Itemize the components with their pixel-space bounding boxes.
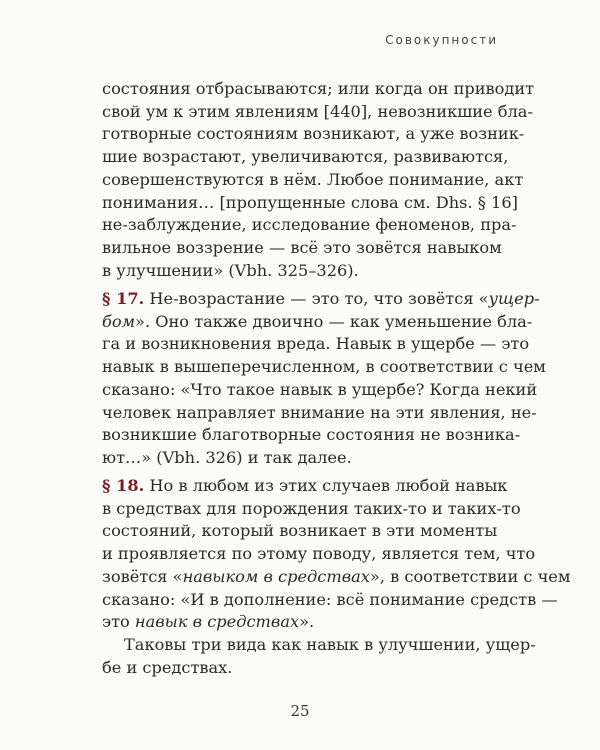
text-line: бе и средствах. (102, 657, 233, 677)
text-line: не-заблуждение, исследование феноменов, пра- (102, 215, 517, 235)
text-line: понимания… [пропущенные слова см. Dhs. § 16] (102, 192, 518, 212)
text-run: зовётся « (102, 566, 183, 586)
text-line: возникшие благотворные состояния не возника- (102, 425, 521, 445)
text-line (102, 611, 496, 634)
text-line (102, 566, 571, 589)
text-line: и проявляется по этому поводу, является тем, что (102, 544, 536, 564)
text-line: свой ум к этим явлениям [440], невозникшие бла- (102, 101, 533, 121)
text-line: навык в вышеперечисленном, в соответствии с чем (102, 357, 546, 377)
italic-term: навыком в средствах (182, 566, 370, 586)
text-run: Но в любом из этих случаев любой навык (144, 476, 508, 495)
text-line: в улучшении» (Vbh. 325–326). (102, 260, 359, 280)
running-head: Совокупности (385, 33, 498, 47)
text-line: Таковы три вида как навык в улучшении, ущер- (124, 635, 536, 654)
text-line: состояния отбрасываются; или когда он приводит (102, 79, 535, 98)
text-line: состояний, который возникает в эти моменты (102, 521, 498, 541)
text-run: Не-возрастание — это то, что зовётся « (144, 289, 489, 308)
section-number: § 18. (102, 476, 145, 495)
italic-term: бом (102, 311, 136, 331)
text-run: », в соответствии с чем (369, 566, 571, 586)
text-line (102, 311, 533, 334)
text-run: это (102, 612, 135, 632)
section-number: § 17. (102, 289, 145, 308)
text-line: совершенствуются в нём. Любое понимание, акт (102, 169, 524, 189)
paragraph-continuation (102, 78, 535, 282)
text-run: ». (299, 612, 315, 632)
text-line: человек направляет внимание на эти явления, не- (102, 402, 537, 422)
page-number: 25 (290, 702, 310, 720)
section-18-paragraph (102, 475, 571, 634)
summary-paragraph (102, 634, 536, 679)
italic-term: ущер- (488, 289, 540, 308)
text-line: вильное воззрение — всё это зовётся навыком (102, 237, 502, 257)
italic-term: навык в средствах (134, 612, 300, 632)
text-line: готворные состояниям возникают, а уже возник- (102, 124, 525, 144)
text-line: в средствах для порождения таких-то и таких-то (102, 498, 521, 518)
section-17-paragraph (102, 288, 546, 470)
text-line (102, 475, 508, 498)
text-line: га и возникновения вреда. Навык в ущербе — это (102, 334, 530, 354)
text-line: ют…» (Vbh. 326) и так далее. (102, 447, 352, 467)
text-line: сказано: «И в дополнение: всё понимание средств — (102, 589, 558, 609)
text-run: ». Оно также двоично — как уменьшение бла- (135, 311, 533, 331)
text-line (102, 288, 540, 311)
text-line: шие возрастают, увеличиваются, развиваются, (102, 147, 509, 167)
text-line: сказано: «Что такое навык в ущербе? Когда некий (102, 379, 538, 399)
